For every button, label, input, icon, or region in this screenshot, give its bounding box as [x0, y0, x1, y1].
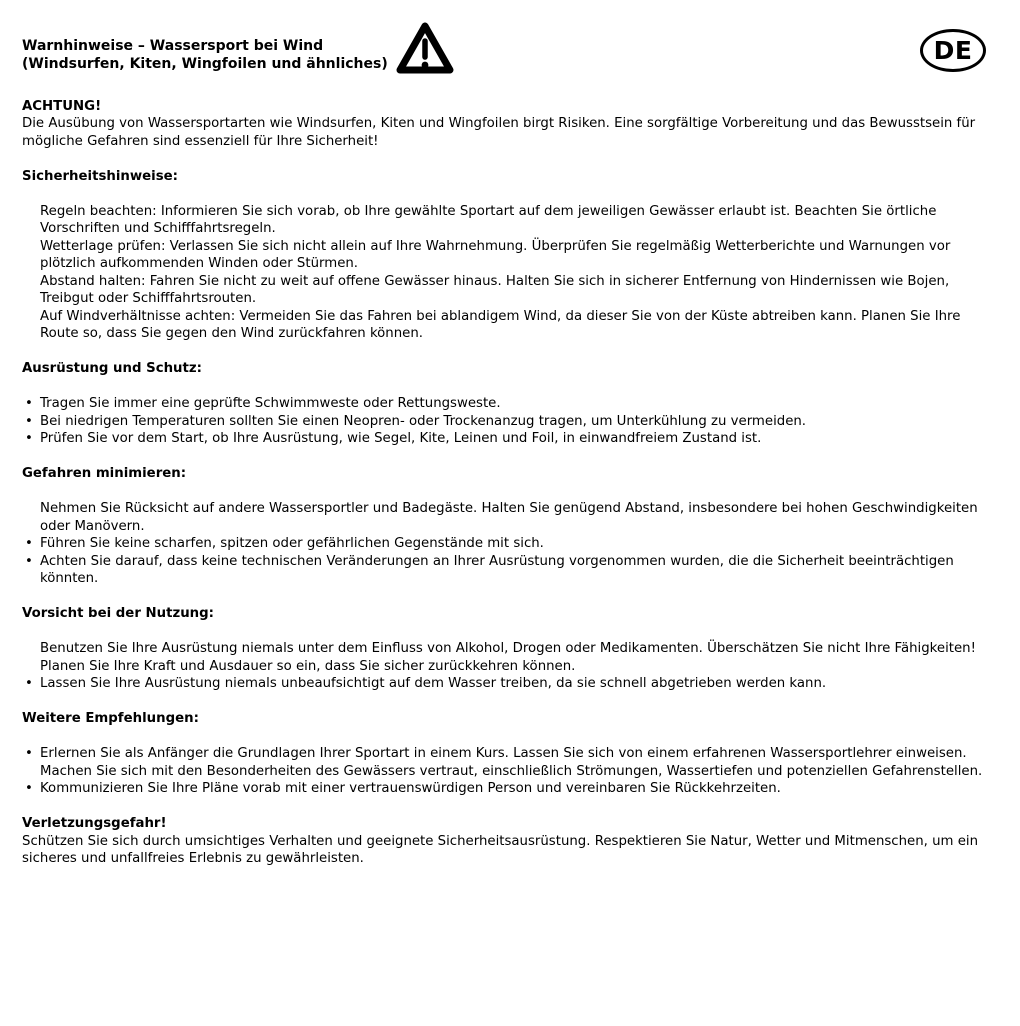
bullet-item: • Achten Sie darauf, dass keine technischen Veränderungen an Ihrer Ausrüstung vorgenommen wurden, die die Sicherheit beeinträchtigen könnten. [22, 553, 990, 588]
section [22, 360, 990, 448]
sections [22, 98, 990, 868]
document-header [22, 0, 990, 86]
section-heading: Weitere Empfehlungen: [22, 711, 199, 726]
section-heading: Ausrüstung und Schutz: [22, 361, 202, 376]
warning-triangle-icon [395, 20, 455, 86]
language-badge-label: DE [933, 36, 973, 65]
indented-item: Benutzen Sie Ihre Ausrüstung niemals unter dem Einfluss von Alkohol, Drogen oder Medikamenten. Überschätzen Sie nicht Ihre Fähigkeiten! Planen Sie Ihre Kraft und Ausdauer so ein, dass Sie sicher zurückkehren können. [40, 641, 976, 674]
section-heading: Gefahren minimieren: [22, 466, 187, 481]
section-heading: Verletzungsgefahr! [22, 816, 167, 831]
language-badge [920, 29, 986, 72]
bullet-item: • Lassen Sie Ihre Ausrüstung niemals unbeaufsichtigt auf dem Wasser treiben, da sie schnell abgetrieben werden kann. [22, 675, 990, 693]
page-title-line1: Warnhinweise – Wassersport bei Wind [22, 38, 324, 54]
section [22, 168, 990, 343]
bullet-item: • Erlernen Sie als Anfänger die Grundlagen Ihrer Sportart in einem Kurs. Lassen Sie sich von einem erfahrenen Wassersportlehrer einweisen. [22, 745, 990, 763]
section [22, 710, 990, 798]
bullet-item: • Tragen Sie immer eine geprüfte Schwimmweste oder Rettungsweste. [22, 395, 990, 413]
indented-item: Wetterlage prüfen: Verlassen Sie sich nicht allein auf Ihre Wahrnehmung. Überprüfen Sie regelmäßig Wetterberichte und Warnungen vor plötzlich aufkommenden Winden oder Stürmen. [40, 238, 951, 271]
paragraph: Schützen Sie sich durch umsichtiges Verhalten und geeignete Sicherheitsausrüstung. Respektieren Sie Natur, Wetter und Mitmenschen, um ein sicheres und unfallfreies Erlebnis zu gewährleisten. [22, 833, 979, 866]
indented-item: Abstand halten: Fahren Sie nicht zu weit auf offene Gewässer hinaus. Halten Sie sich in sicherer Entfernung von Hindernissen wie Bojen, Treibgut oder Schifffahrtsrouten. [40, 273, 950, 306]
bullet-item: • Prüfen Sie vor dem Start, ob Ihre Ausrüstung, wie Segel, Kite, Leinen und Foil, in einwandfreiem Zustand ist. [22, 430, 990, 448]
bullet-item: • Bei niedrigen Temperaturen sollten Sie einen Neopren- oder Trockenanzug tragen, um Unterkühlung zu vermeiden. [22, 413, 990, 431]
section [22, 98, 990, 151]
indented-item: Auf Windverhältnisse achten: Vermeiden Sie das Fahren bei ablandigem Wind, da dieser Sie von der Küste abtreiben kann. Planen Sie Ihre Route so, dass Sie gegen den Wind zurückfahren können. [40, 308, 961, 341]
section [22, 465, 990, 588]
section [22, 815, 990, 868]
section-heading: Vorsicht bei der Nutzung: [22, 606, 214, 621]
indented-item: Machen Sie sich mit den Besonderheiten des Gewässers vertraut, einschließlich Strömungen, Wassertiefen und potenziellen Gefahrenstellen. [40, 763, 983, 779]
indented-item: Regeln beachten: Informieren Sie sich vorab, ob Ihre gewählte Sportart auf dem jeweiligen Gewässer erlaubt ist. Beachten Sie örtliche Vorschriften und Schifffahrtsregeln. [40, 203, 937, 236]
bullet-item: • Kommunizieren Sie Ihre Pläne vorab mit einer vertrauenswürdigen Person und vereinbaren Sie Rückkehrzeiten. [22, 780, 990, 798]
section [22, 605, 990, 693]
bullet-item: • Führen Sie keine scharfen, spitzen oder gefährlichen Gegenstände mit sich. [22, 535, 990, 553]
indented-item: Nehmen Sie Rücksicht auf andere Wassersportler und Badegäste. Halten Sie genügend Abstand, insbesondere bei hohen Geschwindigkeiten oder Manövern. [40, 501, 978, 534]
page-title [22, 37, 388, 73]
page-title-line2: (Windsurfen, Kiten, Wingfoilen und ähnliches) [22, 56, 388, 72]
paragraph: Die Ausübung von Wassersportarten wie Windsurfen, Kiten und Wingfoilen birgt Risiken. Eine sorgfältige Vorbereitung und das Bewusstsein für mögliche Gefahren sind essenziell für Ihre Sicherheit! [22, 116, 976, 149]
section-heading: ACHTUNG! [22, 98, 102, 114]
section-heading: Sicherheitshinweise: [22, 168, 178, 184]
